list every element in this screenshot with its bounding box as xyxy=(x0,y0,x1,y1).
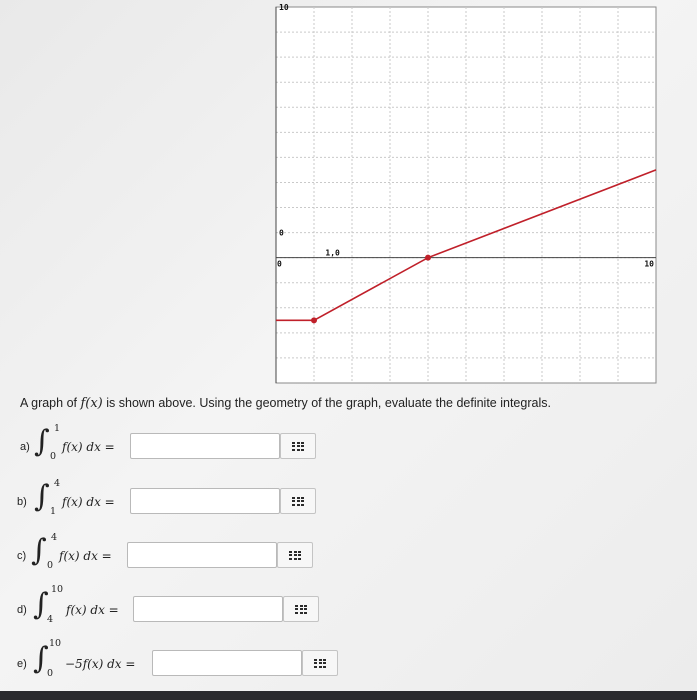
question-e xyxy=(17,638,347,684)
integrand: f(x) dx = xyxy=(66,603,119,617)
keypad-icon xyxy=(292,497,304,506)
integral-sign: ∫ xyxy=(34,424,50,459)
integral-sign: ∫ xyxy=(33,587,49,622)
upper-limit: 1 xyxy=(54,423,61,434)
upper-limit: 4 xyxy=(54,478,61,489)
marked-point xyxy=(311,317,317,323)
math-keyboard-button-b[interactable] xyxy=(280,488,316,514)
lower-limit: 0 xyxy=(50,451,57,462)
keypad-icon xyxy=(292,442,304,451)
integral-sign: ∫ xyxy=(34,479,50,514)
y-tick-label: 0 xyxy=(279,228,284,238)
lower-limit: 0 xyxy=(47,668,54,679)
integrand: f(x) dx = xyxy=(62,495,115,509)
answer-input-d[interactable] xyxy=(133,596,283,622)
math-keyboard-button-a[interactable] xyxy=(280,433,316,459)
question-d xyxy=(17,584,347,630)
y-max-label: 10 xyxy=(279,3,289,12)
question-b xyxy=(17,478,340,522)
marked-point xyxy=(425,255,431,261)
question-c xyxy=(17,532,337,576)
window-bottom-edge xyxy=(0,691,697,700)
caption-function: f(x) xyxy=(80,396,103,411)
caption-before: A graph of xyxy=(20,396,81,410)
math-keyboard-button-c[interactable] xyxy=(277,542,313,568)
question-a xyxy=(20,423,340,467)
question-letter: e) xyxy=(17,658,27,670)
answer-input-a[interactable] xyxy=(130,433,280,459)
question-letter: b) xyxy=(17,496,27,508)
integrand: f(x) dx = xyxy=(59,549,112,563)
lower-limit: 1 xyxy=(50,506,57,517)
answer-input-c[interactable] xyxy=(127,542,277,568)
x-max-label: 10 xyxy=(644,259,654,269)
lower-limit: 4 xyxy=(47,614,54,625)
point-label: 1,0 xyxy=(325,248,340,258)
upper-limit: 4 xyxy=(51,532,58,543)
math-keyboard-button-e[interactable] xyxy=(302,650,338,676)
math-keyboard-button-d[interactable] xyxy=(283,596,319,622)
answer-input-b[interactable] xyxy=(130,488,280,514)
answer-input-e[interactable] xyxy=(152,650,302,676)
origin-label: 0 xyxy=(277,259,282,269)
problem-statement xyxy=(20,396,680,411)
integrand: f(x) dx = xyxy=(62,440,115,454)
integrand: −5f(x) dx = xyxy=(65,657,136,671)
question-letter: d) xyxy=(17,604,27,616)
lower-limit: 0 xyxy=(47,560,54,571)
question-letter: c) xyxy=(17,550,27,562)
keypad-icon xyxy=(295,605,307,614)
keypad-icon xyxy=(314,659,326,668)
integral-sign: ∫ xyxy=(31,533,47,568)
upper-limit: 10 xyxy=(51,584,64,595)
question-letter: a) xyxy=(20,441,30,453)
keypad-icon xyxy=(289,551,301,560)
caption-after: is shown above. Using the geometry of the graph, evaluate the definite integrals. xyxy=(102,396,551,410)
integral-sign: ∫ xyxy=(33,641,49,676)
upper-limit: 10 xyxy=(49,638,62,649)
